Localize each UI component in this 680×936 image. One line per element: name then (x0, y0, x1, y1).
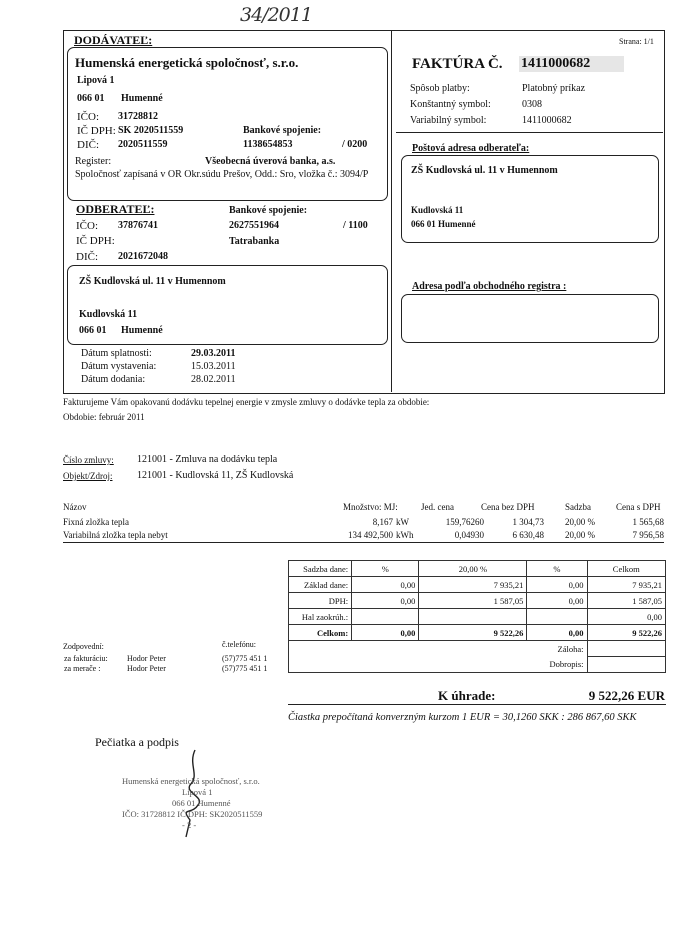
supplier-city: Humenné (121, 93, 163, 104)
item-row-qty: 8,167 (372, 517, 393, 527)
table-row (289, 609, 666, 625)
delivery-date: 28.02.2011 (191, 374, 236, 385)
item-row-net: 1 304,73 (512, 517, 544, 527)
signature-label: Pečiatka a podpis (95, 735, 179, 749)
contract-value: 121001 - Zmluva na dodávku tepla (137, 454, 278, 465)
table-cell: Hal zaokrúh.: (289, 609, 352, 625)
conversion-note: Čiastka prepočítaná konverzným kurzom 1 EUR = 30,1260 SKK : 286 867,60 SKK (288, 712, 637, 723)
supplier-icdph-label: IČ DPH: (77, 125, 116, 137)
due-date: 29.03.2011 (191, 348, 236, 359)
page-indicator: Strana: 1/1 (619, 37, 654, 46)
customer-bank-code: / 1100 (343, 220, 368, 231)
table-cell: 0,00 (527, 593, 587, 609)
item-row-unitprice: 159,76260 (445, 517, 484, 527)
contract-label: Číslo zmluvy: (63, 455, 114, 465)
supplier-dic-label: DIČ: (77, 139, 99, 151)
table-cell: 1 587,05 (587, 593, 665, 609)
table-cell: 1 587,05 (419, 593, 527, 609)
vat-summary-table (288, 560, 666, 673)
dobropis-label: Dobropis: (289, 657, 588, 673)
table-cell: 7 935,21 (587, 577, 665, 593)
table-row (289, 657, 666, 673)
table-cell: DPH: (289, 593, 352, 609)
postal-city: 066 01 Humenné (411, 219, 476, 229)
supplier-zip: 066 01 (77, 93, 105, 104)
item-row-rate: 20,00 % (565, 517, 595, 527)
intro-line1: Fakturujeme Vám opakovanú dodávku tepelnej energie v zmysle zmluvy o dodávke tepla za obdobie: (63, 397, 430, 407)
resp-phone: (57)775 451 1 (222, 664, 268, 673)
customer-name: ZŠ Kudlovská ul. 11 v Humennom (79, 276, 226, 287)
items-header-unitprice: Jed. cena (421, 502, 454, 512)
table-cell: 0,00 (527, 577, 587, 593)
supplier-register-label: Register: (75, 156, 112, 167)
item-row-rate: 20,00 % (565, 530, 595, 540)
table-row (289, 561, 666, 577)
resp-person: Hodor Peter (127, 664, 166, 673)
items-header-name: Názov (63, 502, 87, 512)
table-cell: 0,00 (352, 593, 419, 609)
table-cell: 0,00 (587, 609, 665, 625)
table-cell: Základ dane: (289, 577, 352, 593)
header-divider (391, 30, 392, 392)
customer-city: Humenné (121, 325, 163, 336)
table-cell: % (352, 561, 419, 577)
customer-ico-label: IČO: (76, 220, 98, 232)
items-header-rate: Sadzba (565, 502, 591, 512)
invoice-number: 1411000682 (519, 56, 624, 72)
object-value: 121001 - Kudlovská 11, ZŠ Kudlovská (137, 470, 294, 481)
item-row-unit: kW (396, 517, 409, 527)
zaloha-value (587, 641, 665, 657)
table-cell: 0,00 (352, 577, 419, 593)
table-cell: Celkom (587, 561, 665, 577)
customer-heading: ODBERATEĽ: (76, 202, 155, 216)
resp-role: za fakturáciu: (64, 654, 108, 663)
due-label: Dátum splatnosti: (81, 348, 152, 359)
supplier-bank-name: Všeobecná úverová banka, a.s. (205, 156, 336, 167)
customer-ico: 37876741 (118, 220, 158, 231)
responsible-heading: Zodpovední: (63, 642, 104, 651)
table-cell: 20,00 % (419, 561, 527, 577)
table-cell (352, 609, 419, 625)
table-cell (419, 609, 527, 625)
supplier-bank-label: Bankové spojenie: (243, 125, 322, 136)
table-row (289, 641, 666, 657)
invoice-divider (396, 132, 663, 133)
table-cell: Celkom: (289, 625, 352, 641)
customer-dic: 2021672048 (118, 251, 168, 262)
stamp-line: Lipová 1 (182, 787, 213, 797)
invoice-title: FAKTÚRA Č. (412, 56, 503, 72)
item-row-qty: 134 492,500 (348, 530, 393, 540)
issued-date: 15.03.2011 (191, 361, 236, 372)
table-row (289, 593, 666, 609)
item-row-net: 6 630,48 (512, 530, 544, 540)
stamp-line: IČO: 31728812 IČ DPH: SK2020511559 (122, 809, 263, 819)
customer-bank-name: Tatrabanka (229, 236, 280, 247)
supplier-ico: 31728812 (118, 111, 158, 122)
register-address-box (401, 294, 659, 343)
konst-value: 0308 (522, 99, 542, 110)
item-row-gross: 1 565,68 (632, 517, 664, 527)
table-cell: 0,00 (352, 625, 419, 641)
postal-name: ZŠ Kudlovská ul. 11 v Humennom (411, 165, 558, 176)
stamp-line: 066 01 Humenné (172, 798, 231, 808)
resp-phone: (57)775 451 1 (222, 654, 268, 663)
supplier-heading: DODÁVATEĽ: (74, 33, 153, 47)
amount-due-label: K úhrade: (438, 688, 496, 703)
items-divider (63, 542, 664, 543)
customer-street: Kudlovská 11 (79, 309, 138, 320)
supplier-account: 1138654853 (243, 139, 293, 150)
stamp-line: Humenská energetická spoločnosť, s.r.o. (122, 776, 260, 786)
intro-line2: Obdobie: február 2011 (63, 412, 145, 422)
supplier-register-text: Spoločnosť zapísaná v OR Okr.súdu Prešov, Odd.: Sro, vložka č.: 3094/P (75, 169, 369, 180)
stamp-line: - 2 - (182, 820, 197, 830)
delivery-label: Dátum dodania: (81, 374, 146, 385)
resp-person: Hodor Peter (127, 654, 166, 663)
company-stamp (122, 776, 262, 831)
supplier-ico-label: IČO: (77, 111, 99, 123)
customer-bank-label: Bankové spojenie: (229, 205, 308, 216)
dobropis-value (587, 657, 665, 673)
table-row (289, 625, 666, 641)
item-row-unit: kWh (396, 530, 414, 540)
resp-role: za merače : (64, 664, 101, 673)
table-cell: 9 522,26 (419, 625, 527, 641)
item-row-unitprice: 0,04930 (454, 530, 484, 540)
object-label: Objekt/Zdroj: (63, 471, 113, 481)
zaloha-label: Záloha: (289, 641, 588, 657)
table-row (289, 577, 666, 593)
issued-label: Dátum vystavenia: (81, 361, 157, 372)
item-row-gross: 7 956,58 (632, 530, 664, 540)
payment-label: Spôsob platby: (410, 83, 470, 94)
table-cell (527, 609, 587, 625)
items-header-net: Cena bez DPH (481, 502, 535, 512)
customer-icdph-label: IČ DPH: (76, 235, 115, 247)
var-value: 1411000682 (522, 115, 572, 126)
payment-value: Platobný príkaz (522, 83, 586, 94)
table-cell: 9 522,26 (587, 625, 665, 641)
customer-account: 2627551964 (229, 220, 279, 231)
supplier-icdph: SK 2020511559 (118, 125, 184, 136)
table-cell: 7 935,21 (419, 577, 527, 593)
supplier-bank-code: / 0200 (342, 139, 368, 150)
var-label: Variabilný symbol: (410, 115, 487, 126)
items-header-qty: Množstvo: MJ: (343, 502, 398, 512)
item-row-name: Fixná zložka tepla (63, 517, 129, 527)
customer-zip: 066 01 (79, 325, 107, 336)
amount-due-underline (288, 704, 666, 705)
postal-street: Kudlovská 11 (411, 205, 464, 215)
supplier-name: Humenská energetická spoločnosť, s.r.o. (75, 55, 299, 70)
customer-dic-label: DIČ: (76, 251, 98, 263)
konst-label: Konštantný symbol: (410, 99, 491, 110)
handwritten-number: 34/2011 (240, 4, 312, 26)
amount-due-value: 9 522,26 EUR (588, 688, 665, 703)
item-row-name: Variabilná zložka tepla nebyt (63, 530, 168, 540)
supplier-street: Lipová 1 (77, 75, 115, 86)
supplier-dic: 2020511559 (118, 139, 168, 150)
phone-heading: č.telefónu: (222, 640, 256, 649)
items-header-gross: Cena s DPH (616, 502, 661, 512)
table-cell: % (527, 561, 587, 577)
register-address-heading: Adresa podľa obchodného registra : (412, 281, 567, 292)
postal-heading: Poštová adresa odberateľa: (412, 143, 530, 154)
table-cell: Sadzba dane: (289, 561, 352, 577)
table-cell: 0,00 (527, 625, 587, 641)
